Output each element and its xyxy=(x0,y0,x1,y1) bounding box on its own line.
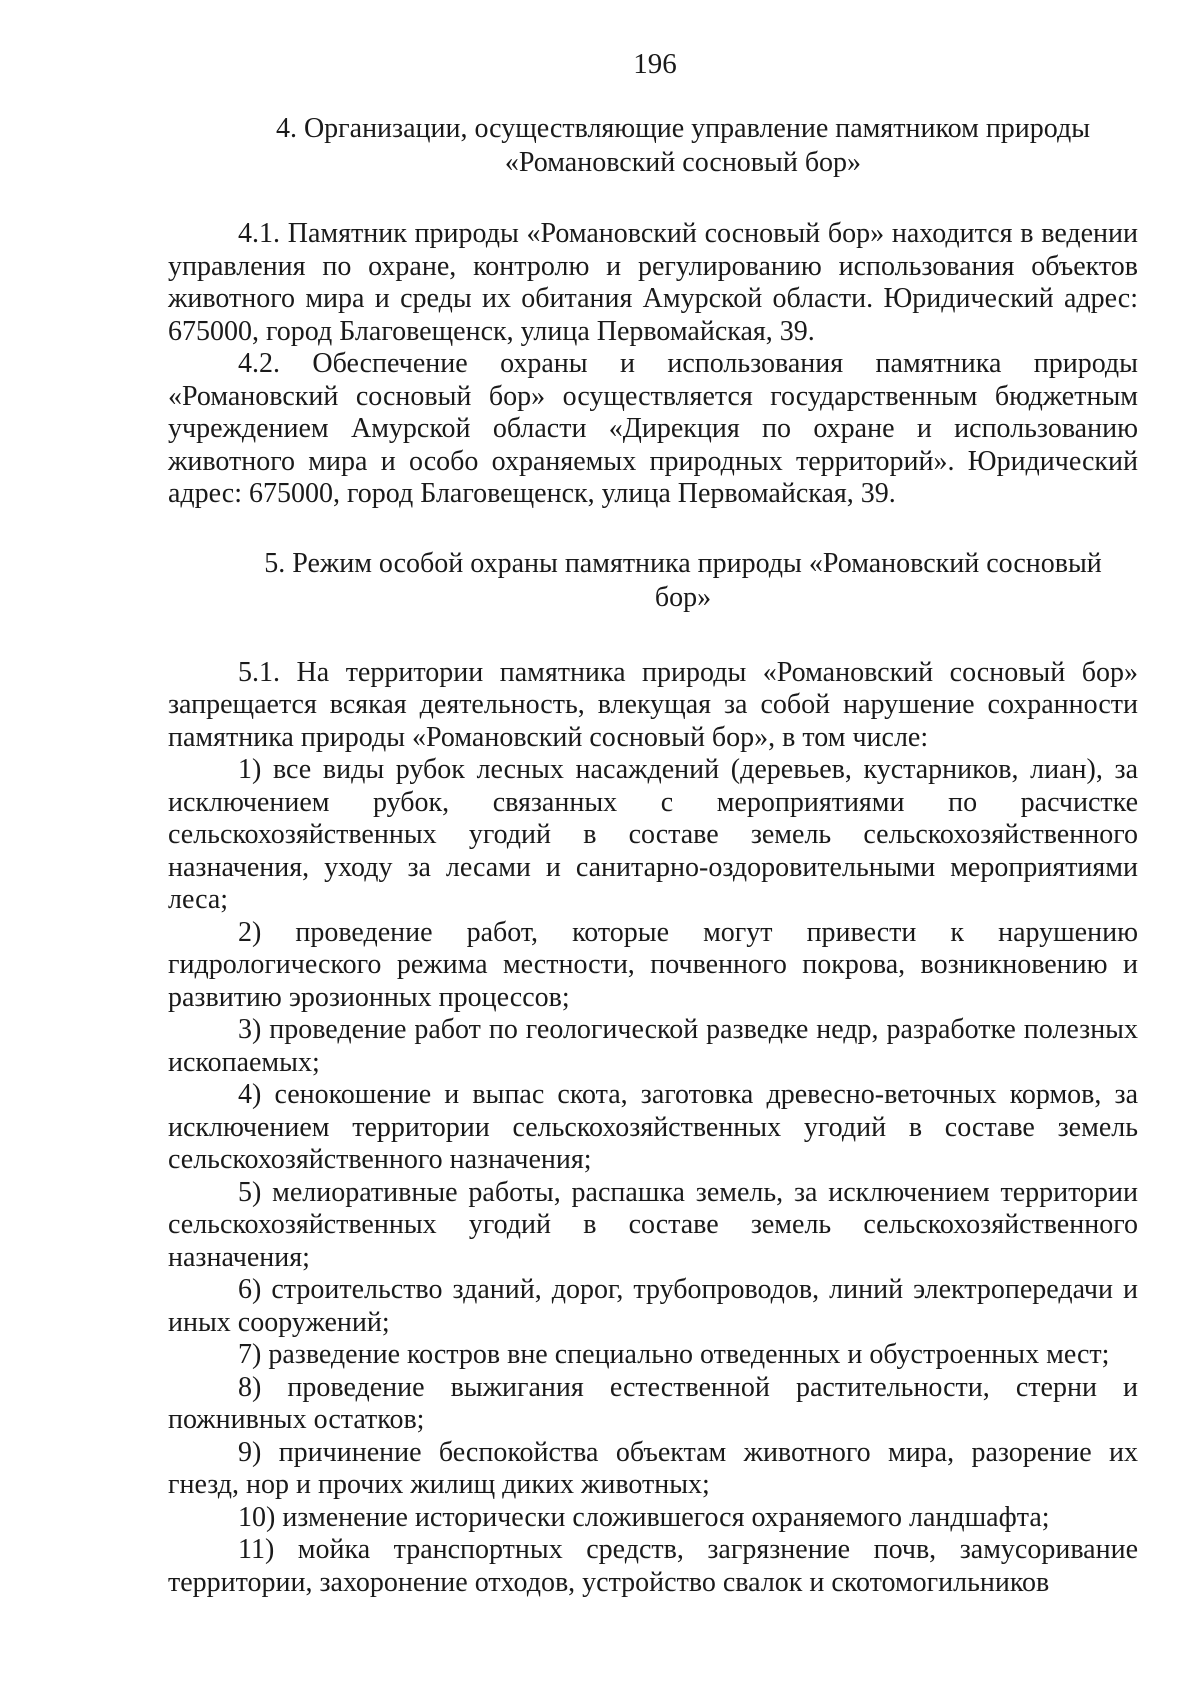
paragraph-5-1: 5.1. На территории памятника природы «Романовский сосновый бор» запрещается всякая деятельность, влекущая за собой нарушение сохранности памятника природы «Романовский сосновый бор», в том числе: xyxy=(168,656,1138,753)
section-4-title xyxy=(168,112,1138,180)
list-item-1: 1) все виды рубок лесных насаждений (деревьев, кустарников, лиан), за исключением рубок, связанных с мероприятиями по расчистке сельскохозяйственных угодий в составе земель сельскохозяйственного назначения, уходу за лесами и санитарно-оздоровительными мероприятиями леса; xyxy=(168,754,1138,915)
list-item-4: 4) сенокошение и выпас скота, заготовка древесно-веточных кормов, за исключением территории сельскохозяйственных угодий в составе земель сельскохозяйственного назначения; xyxy=(168,1079,1138,1175)
section-5-title-line-2: бор» xyxy=(654,581,712,613)
list-item-9: 9) причинение беспокойства объектам животного мира, разорение их гнезд, нор и прочих жилищ диких животных; xyxy=(168,1436,1138,1500)
document-body xyxy=(168,112,1138,1599)
paragraph-4-1: 4.1. Памятник природы «Романовский сосновый бор» находится в ведении управления по охране, контролю и регулированию использования объектов животного мира и среды их обитания Амурской области. Юридический адрес: 675000, город Благовещенск, улица Первомайская, 39. xyxy=(168,218,1138,347)
list-item-2: 2) проведение работ, которые могут привести к нарушению гидрологического режима местности, почвенного покрова, возникновению и развитию эрозионных процессов; xyxy=(168,916,1138,1013)
section-5-title xyxy=(168,547,1138,615)
list-item-7: 7) разведение костров вне специально отведенных и обустроенных мест; xyxy=(238,1339,1110,1370)
section-4-title-line-2: «Романовский сосновый бор» xyxy=(504,147,862,178)
paragraph-4-2: 4.2. Обеспечение охраны и использования памятника природы «Романовский сосновый бор» осуществляется государственным бюджетным учреждением Амурской области «Дирекция по охране и использованию животного мира и особо охраняемых природных территорий». Юридический адрес: 675000, город Благовещенск, улица Первомайская, 39. xyxy=(168,348,1138,509)
list-item-6: 6) строительство зданий, дорог, трубопроводов, линий электропередачи и иных сооружений; xyxy=(168,1274,1138,1338)
section-4-title-line-1: 4. Организации, осуществляющие управление памятником природы xyxy=(275,113,1091,144)
list-item-8: 8) проведение выжигания естественной растительности, стерни и пожнивных остатков; xyxy=(168,1371,1138,1435)
section-5-title-line-1: 5. Режим особой охраны памятника природы «Романовский сосновый xyxy=(264,547,1102,579)
list-item-3: 3) проведение работ по геологической разведке недр, разработке полезных ископаемых; xyxy=(168,1014,1138,1078)
page-number: 196 xyxy=(633,48,677,80)
list-item-5: 5) мелиоративные работы, распашка земель, за исключением территории сельскохозяйственных угодий в составе земель сельскохозяйственного назначения; xyxy=(168,1176,1138,1273)
list-item-11: 11) мойка транспортных средств, загрязнение почв, замусоривание территории, захоронение отходов, устройство свалок и скотомогильников xyxy=(168,1534,1138,1598)
list-item-10: 10) изменение исторически сложившегося охраняемого ландшафта; xyxy=(238,1501,1050,1533)
